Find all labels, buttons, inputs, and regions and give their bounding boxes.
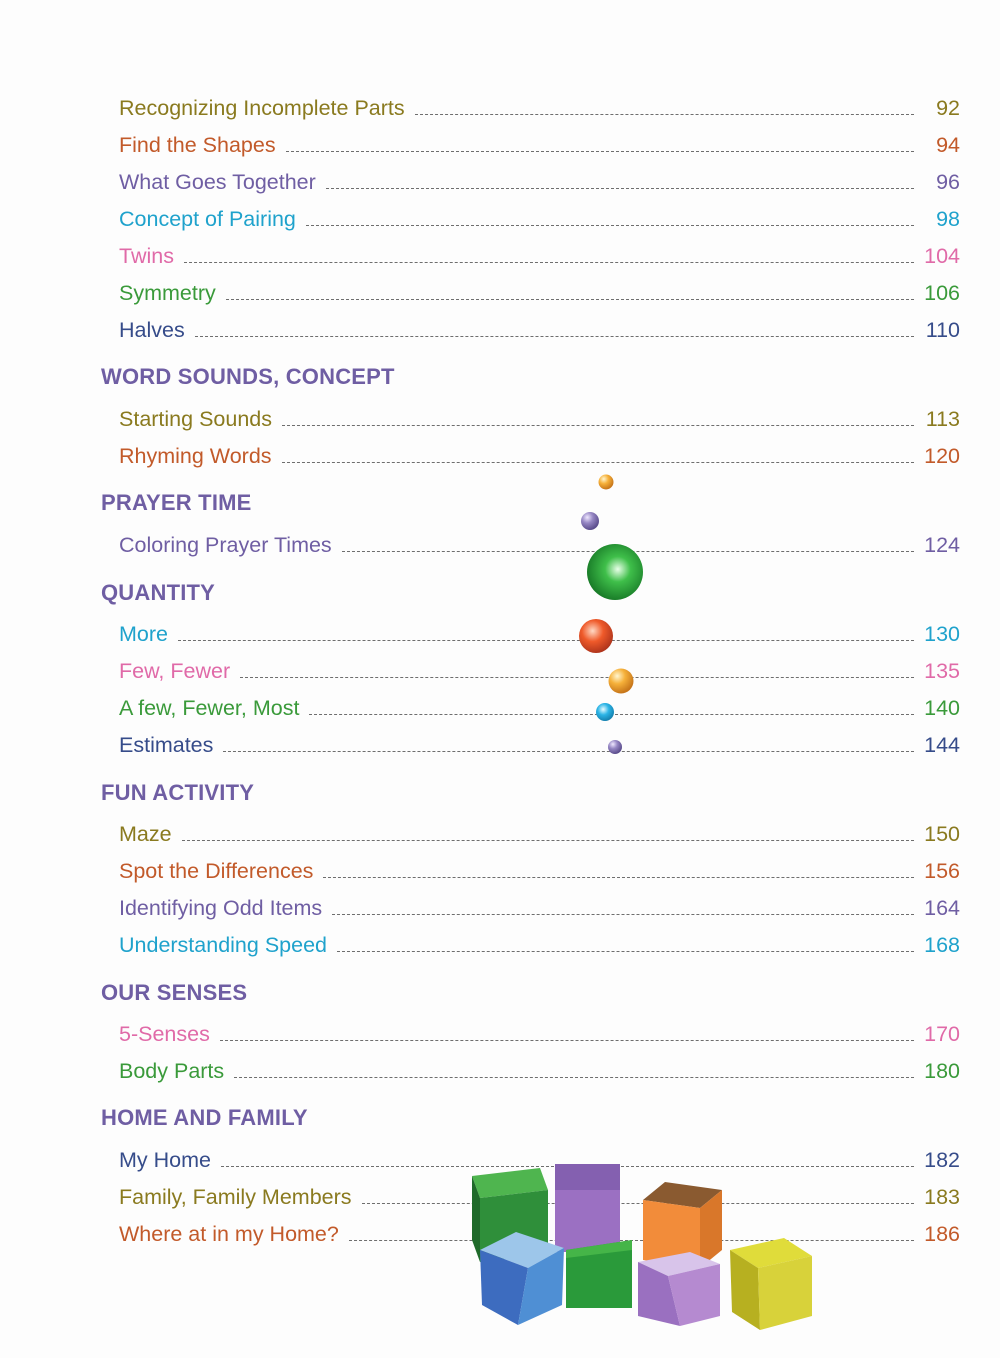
toc-entry-page-number: 182: [924, 1148, 960, 1172]
toc-entry-page-number: 124: [924, 533, 960, 557]
toc-entry-label: Recognizing Incomplete Parts: [119, 96, 405, 120]
toc-entry-page-number: 156: [924, 859, 960, 883]
dotted-leader: [309, 714, 914, 715]
toc-entry-label: A few, Fewer, Most: [119, 696, 300, 720]
dotted-leader: [282, 425, 914, 426]
toc-entry-label: Family, Family Members: [119, 1185, 352, 1209]
toc-entry[interactable]: [119, 1017, 960, 1047]
toc-entry-page-number: 98: [936, 207, 960, 231]
toc-entry-label: Halves: [119, 318, 185, 342]
dotted-leader: [184, 262, 914, 263]
toc-entry-page-number: 168: [924, 933, 960, 957]
section-heading: OUR SENSES: [101, 980, 248, 1005]
toc-entry-page-number: 106: [924, 281, 960, 305]
toc-entry-label: Maze: [119, 822, 172, 846]
section-heading: QUANTITY: [101, 580, 216, 605]
toc-entry-label: Symmetry: [119, 281, 216, 305]
toc-entry-page-number: 170: [924, 1022, 960, 1046]
toc-entry-page-number: 180: [924, 1059, 960, 1083]
toc-entry-page-number: 104: [924, 244, 960, 268]
dotted-leader: [240, 677, 914, 678]
dotted-leader: [362, 1203, 914, 1204]
toc-entry-label: Where at in my Home?: [119, 1222, 339, 1246]
toc-entry[interactable]: [119, 439, 960, 469]
dotted-leader: [223, 751, 914, 752]
toc-entry-label: What Goes Together: [119, 170, 316, 194]
section-heading: FUN ACTIVITY: [101, 780, 255, 805]
dotted-leader: [306, 225, 914, 226]
toc-entry[interactable]: [119, 1180, 960, 1210]
toc-entry[interactable]: [119, 313, 960, 343]
toc-entry-label: Understanding Speed: [119, 933, 327, 957]
toc-entry-label: Twins: [119, 244, 174, 268]
toc-entry-page-number: 113: [925, 407, 960, 431]
dotted-leader: [178, 640, 914, 641]
dotted-leader: [326, 188, 914, 189]
toc-entry-label: Coloring Prayer Times: [119, 533, 332, 557]
toc-entry-page-number: 164: [924, 896, 960, 920]
toc-entry-page-number: 110: [925, 318, 960, 342]
toc-entry[interactable]: [119, 817, 960, 847]
toc-entry-page-number: 135: [924, 659, 960, 683]
section-heading: WORD SOUNDS, CONCEPT: [101, 364, 395, 389]
toc-entry[interactable]: [119, 654, 960, 684]
toc-entry-page-number: 150: [924, 822, 960, 846]
toc-entry-label: More: [119, 622, 168, 646]
toc-entry[interactable]: [119, 528, 960, 558]
toc-entry-page-number: 130: [924, 622, 960, 646]
dotted-leader: [332, 914, 914, 915]
toc-entry-page-number: 120: [924, 444, 960, 468]
toc-entry-page-number: 144: [924, 733, 960, 757]
toc-entry[interactable]: [119, 1143, 960, 1173]
toc-entry[interactable]: [119, 239, 960, 269]
toc-entry-page-number: 96: [936, 170, 960, 194]
toc-entry-label: Spot the Differences: [119, 859, 314, 883]
dotted-leader: [234, 1077, 914, 1078]
toc-entry-label: Few, Fewer: [119, 659, 231, 683]
toc-entry[interactable]: [119, 276, 960, 306]
dotted-leader: [286, 151, 914, 152]
toc-entry[interactable]: [119, 728, 960, 758]
toc-entry[interactable]: [119, 128, 960, 158]
toc-entry[interactable]: [119, 1054, 960, 1084]
toc-entry-label: Starting Sounds: [119, 407, 272, 431]
dotted-leader: [342, 551, 914, 552]
toc-entry[interactable]: [119, 91, 960, 121]
dotted-leader: [337, 951, 914, 952]
dotted-leader: [349, 1240, 914, 1241]
dotted-leader: [220, 1040, 914, 1041]
toc-entry-page-number: 140: [924, 696, 960, 720]
section-heading: HOME AND FAMILY: [101, 1105, 308, 1130]
dotted-leader: [195, 336, 914, 337]
toc-entry[interactable]: [119, 402, 960, 432]
toc-entry-page-number: 186: [924, 1222, 960, 1246]
toc-entry-page-number: 183: [924, 1185, 960, 1209]
dotted-leader: [415, 114, 914, 115]
dotted-leader: [221, 1166, 914, 1167]
dotted-leader: [182, 840, 914, 841]
toc-entry[interactable]: [119, 691, 960, 721]
toc-entry-label: 5-Senses: [119, 1022, 210, 1046]
toc-entry[interactable]: [119, 891, 960, 921]
toc-entry[interactable]: [119, 854, 960, 884]
dotted-leader: [226, 299, 914, 300]
toc-entry[interactable]: [119, 928, 960, 958]
toc-entry-label: Concept of Pairing: [119, 207, 296, 231]
section-heading: PRAYER TIME: [101, 490, 252, 515]
dotted-leader: [323, 877, 914, 878]
toc-entry-label: Body Parts: [119, 1059, 225, 1083]
toc-entry-label: Rhyming Words: [119, 444, 272, 468]
toc-entry-label: Estimates: [119, 733, 214, 757]
toc-entry[interactable]: [119, 1217, 960, 1247]
toc-entry[interactable]: [119, 617, 960, 647]
dotted-leader: [282, 462, 914, 463]
toc-entry-label: Find the Shapes: [119, 133, 276, 157]
toc-entry-label: My Home: [119, 1148, 211, 1172]
toc-entry-page-number: 94: [936, 133, 960, 157]
toc-entry-page-number: 92: [936, 96, 960, 120]
toc-entry[interactable]: [119, 202, 960, 232]
toc-entry[interactable]: [119, 165, 960, 195]
toc-entry-label: Identifying Odd Items: [119, 896, 323, 920]
